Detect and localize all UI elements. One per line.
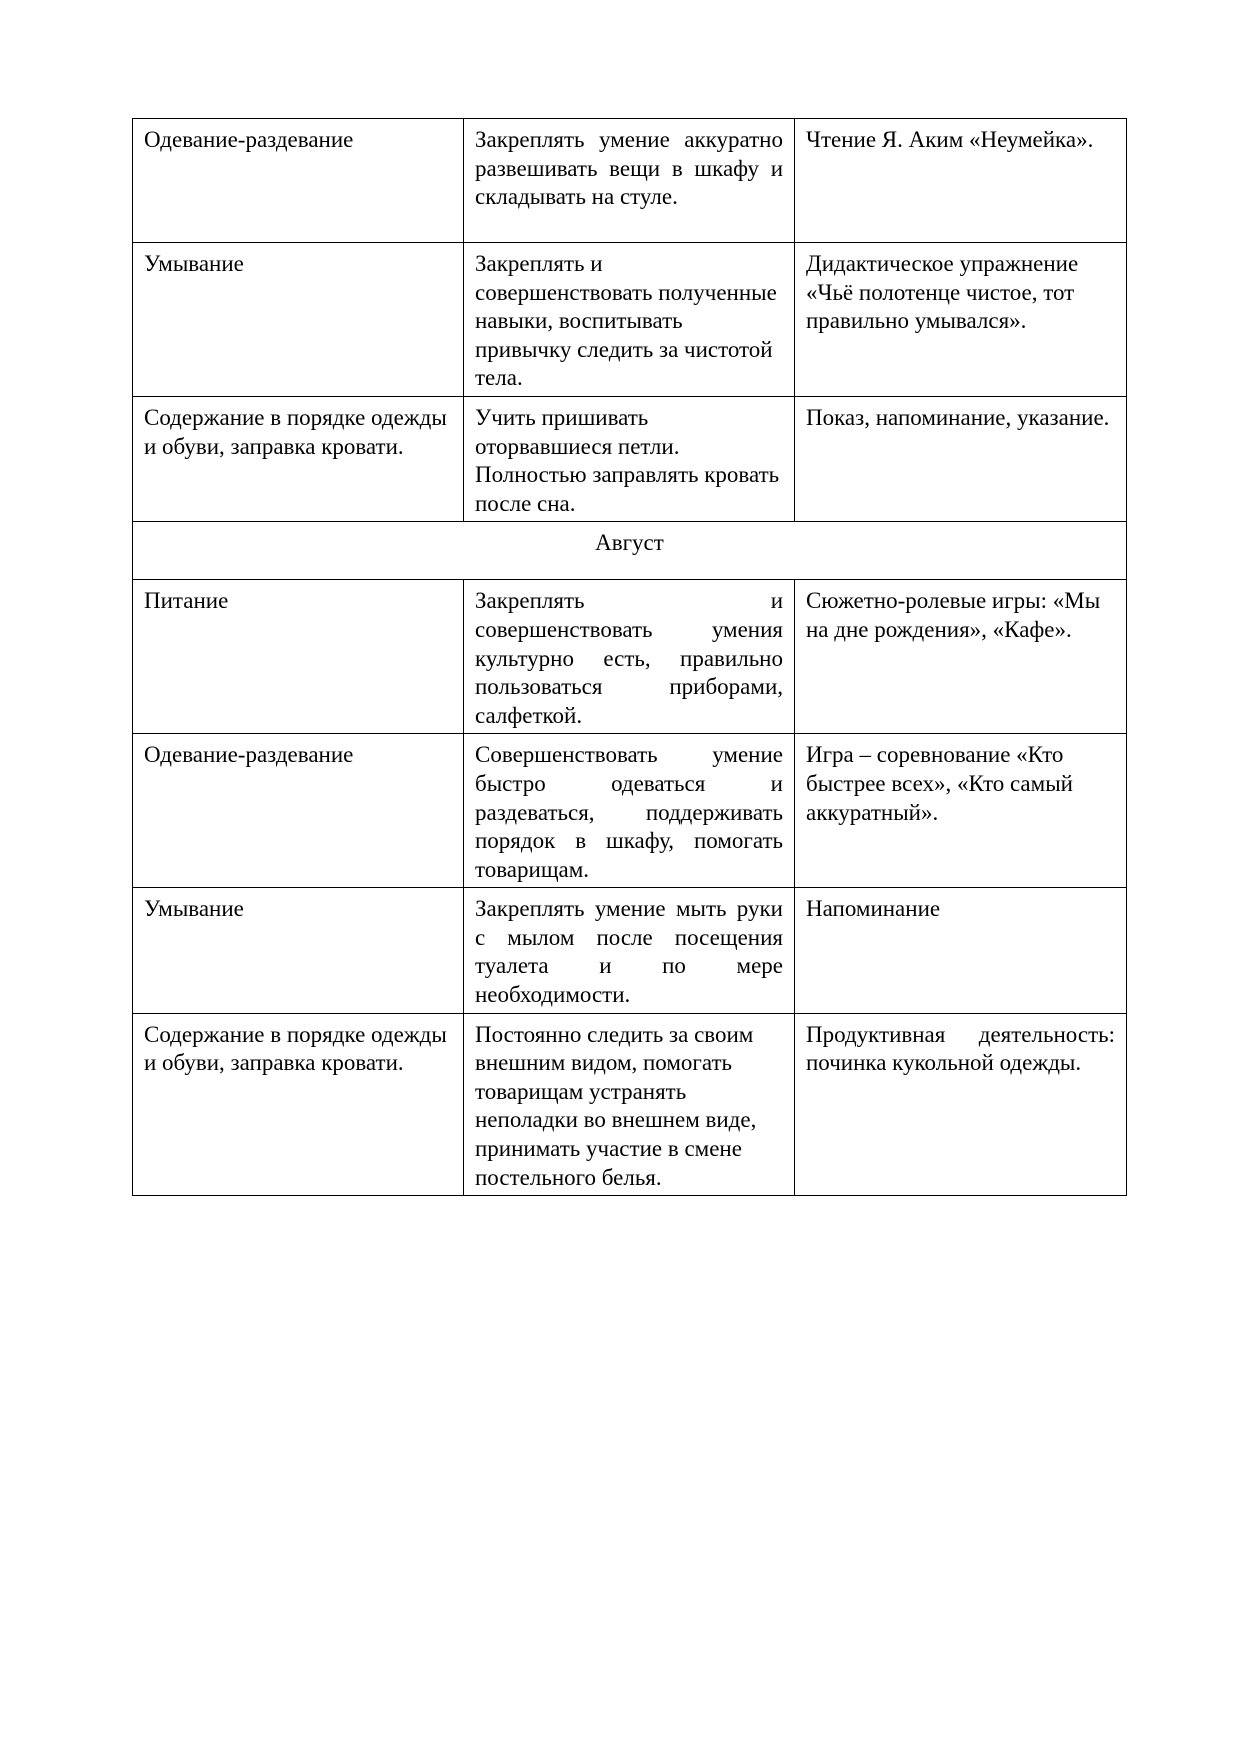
goal-cell: Постоянно следить за своим внешним видом, помогать товарищам устранять неполадки во внешнем виде, принимать участие в смене постельного белья. xyxy=(464,1013,795,1196)
goal-cell: Закреплять умение аккуратно развешивать вещи в шкафу и складывать на стуле. xyxy=(464,119,795,243)
area-cell: Одевание-раздевание xyxy=(133,119,464,243)
month-heading: Август xyxy=(133,522,1127,580)
table-row xyxy=(133,243,1127,397)
method-cell: Игра – соревнование «Кто быстрее всех», «Кто самый аккуратный». xyxy=(795,734,1127,888)
area-cell: Умывание xyxy=(133,243,464,397)
table-row xyxy=(133,119,1127,243)
table-row xyxy=(133,396,1127,521)
table-row xyxy=(133,888,1127,1013)
goal-cell: Закреплять умение мыть руки с мылом после посещения туалета и по мере необходимости. xyxy=(464,888,795,1013)
method-cell: Сюжетно-ролевые игры: «Мы на дне рождения», «Кафе». xyxy=(795,580,1127,734)
area-cell: Одевание-раздевание xyxy=(133,734,464,888)
method-cell: Чтение Я. Аким «Неумейка». xyxy=(795,119,1127,243)
table-row xyxy=(133,734,1127,888)
area-cell: Умывание xyxy=(133,888,464,1013)
month-row xyxy=(133,522,1127,580)
method-cell: Напоминание xyxy=(795,888,1127,1013)
method-cell: Показ, напоминание, указание. xyxy=(795,396,1127,521)
method-cell: Продуктивная деятельность: починка кукольной одежды. xyxy=(795,1013,1127,1196)
table-row xyxy=(133,580,1127,734)
goal-cell: Учить пришивать оторвавшиеся петли. Полностью заправлять кровать после сна. xyxy=(464,396,795,521)
goal-cell: Совершенствовать умение быстро одеваться и раздеваться, поддерживать порядок в шкафу, помогать товарищам. xyxy=(464,734,795,888)
table-row xyxy=(133,1013,1127,1196)
area-cell: Содержание в порядке одежды и обуви, заправка кровати. xyxy=(133,1013,464,1196)
area-cell: Питание xyxy=(133,580,464,734)
goal-cell: Закреплять и совершенствовать умения культурно есть, правильно пользоваться приборами, салфеткой. xyxy=(464,580,795,734)
area-cell: Содержание в порядке одежды и обуви, заправка кровати. xyxy=(133,396,464,521)
goal-cell: Закреплять и совершенствовать полученные навыки, воспитывать привычку следить за чистотой тела. xyxy=(464,243,795,397)
activities-table xyxy=(132,118,1127,1196)
method-cell: Дидактическое упражнение «Чьё полотенце чистое, тот правильно умывался». xyxy=(795,243,1127,397)
